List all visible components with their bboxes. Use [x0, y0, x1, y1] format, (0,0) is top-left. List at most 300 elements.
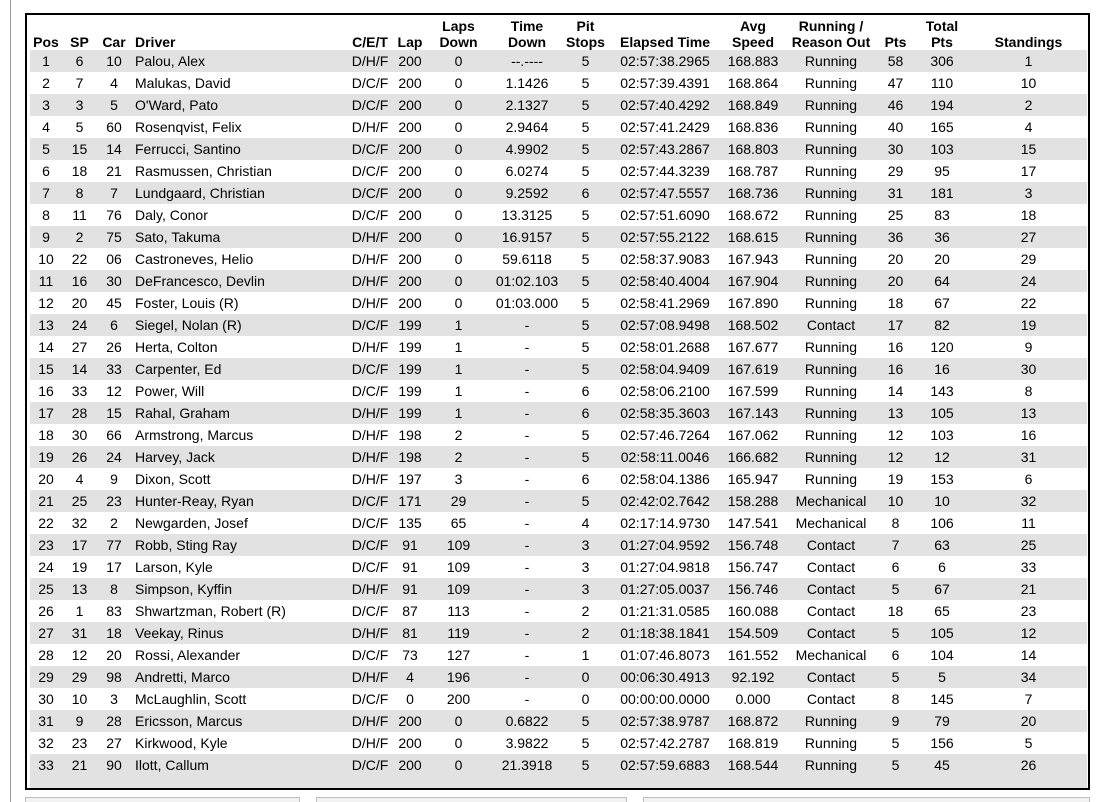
table-row[interactable]	[30, 72, 1087, 94]
cell-laps-down: 1	[454, 383, 463, 399]
cell-avg-speed: 168.787	[727, 163, 779, 179]
cell-lap: 200	[398, 713, 422, 729]
cell-car: 15	[106, 405, 122, 421]
header-lap[interactable]: Lap	[397, 34, 423, 50]
cell-total-pts: 5	[938, 669, 946, 685]
cell-pit-stops: 5	[581, 251, 590, 267]
cell-sp: 25	[71, 493, 88, 509]
header-pos[interactable]: Pos	[33, 34, 59, 50]
cell-lap: 199	[398, 405, 422, 421]
cell-laps-down: 0	[454, 273, 463, 289]
header-row	[30, 15, 1087, 50]
cell-driver: Rossi, Alexander	[135, 647, 241, 663]
cell-laps-down: 0	[454, 713, 463, 729]
cell-car: 18	[106, 625, 122, 641]
cell-sp: 4	[75, 471, 84, 487]
cell-sp: 19	[71, 559, 88, 575]
cell-standings: 6	[1024, 471, 1033, 487]
cell-pos: 14	[38, 339, 54, 355]
header-running-line2: Reason Out	[791, 34, 871, 50]
cell-driver: Siegel, Nolan (R)	[135, 317, 242, 333]
cell-total-pts: 83	[934, 207, 950, 223]
cell-elapsed-time: 02:58:11.0046	[620, 449, 710, 465]
table-row[interactable]	[30, 578, 1087, 600]
cell-pts: 40	[887, 119, 904, 135]
cell-pos: 25	[38, 581, 54, 597]
cell-standings: 16	[1020, 427, 1037, 443]
cell-pts: 31	[887, 185, 904, 201]
cell-laps-down: 0	[454, 163, 463, 179]
cell-sp: 13	[71, 581, 88, 597]
cell-pos: 22	[38, 515, 54, 531]
header-sp[interactable]: SP	[70, 34, 89, 50]
table-row[interactable]	[30, 490, 1087, 512]
cell-avg-speed: 168.849	[727, 97, 779, 113]
cell-car: 27	[106, 735, 122, 751]
cell-cet: D/C/F	[351, 603, 389, 619]
cell-time-down: -	[524, 625, 530, 641]
cell-avg-speed: 168.883	[727, 53, 779, 69]
cell-pit-stops: 5	[581, 493, 590, 509]
cell-avg-speed: 167.904	[727, 273, 779, 289]
table-row[interactable]	[30, 50, 1087, 72]
cell-cet: D/C/F	[351, 757, 389, 773]
table-row[interactable]	[30, 512, 1087, 534]
header-avg-speed-line2: Speed	[731, 34, 774, 50]
cell-total-pts: 110	[930, 75, 954, 91]
table-row[interactable]	[30, 644, 1087, 666]
table-row[interactable]	[30, 622, 1087, 644]
cell-driver: Rahal, Graham	[135, 405, 230, 421]
cell-pos: 24	[38, 559, 54, 575]
cell-running-reason: Contact	[806, 559, 856, 575]
cell-driver: Lundgaard, Christian	[135, 185, 265, 201]
header-running-line1: Running /	[798, 18, 864, 34]
cell-elapsed-time: 01:27:04.9592	[620, 537, 710, 553]
cell-time-down: -	[524, 559, 530, 575]
cell-avg-speed: 167.890	[727, 295, 779, 311]
cell-running-reason: Mechanical	[795, 515, 867, 531]
cell-sp: 12	[71, 647, 88, 663]
cell-running-reason: Mechanical	[795, 647, 867, 663]
cell-standings: 13	[1020, 405, 1037, 421]
cell-time-down: 0.6822	[505, 713, 549, 729]
cell-driver: Daly, Conor	[135, 207, 208, 223]
cell-avg-speed: 168.615	[727, 229, 779, 245]
cell-running-reason: Running	[804, 185, 858, 201]
table-row[interactable]	[30, 380, 1087, 402]
cell-total-pts: 79	[934, 713, 950, 729]
table-row[interactable]	[30, 182, 1087, 204]
cell-total-pts: 16	[934, 361, 950, 377]
cell-running-reason: Running	[804, 229, 858, 245]
cell-lap: 200	[398, 295, 422, 311]
table-row[interactable]	[30, 116, 1087, 138]
cell-cet: D/H/F	[351, 273, 389, 289]
cell-car: 9	[110, 471, 118, 487]
cell-standings: 5	[1024, 735, 1033, 751]
cell-pit-stops: 5	[581, 163, 590, 179]
cell-driver: Power, Will	[135, 383, 205, 399]
cell-standings: 18	[1020, 207, 1037, 223]
cell-standings: 12	[1020, 625, 1037, 641]
cell-car: 98	[106, 669, 122, 685]
cell-pos: 30	[38, 691, 54, 707]
cell-time-down: 1.1426	[505, 75, 549, 91]
cell-driver: Herta, Colton	[135, 339, 218, 355]
cell-cet: D/C/F	[351, 647, 389, 663]
header-running-reason[interactable]	[785, 15, 877, 50]
cell-avg-speed: 156.748	[727, 537, 779, 553]
cell-car: 14	[106, 141, 122, 157]
cell-laps-down: 0	[454, 757, 463, 773]
cell-running-reason: Running	[804, 295, 858, 311]
cell-avg-speed: 168.502	[727, 317, 779, 333]
cell-pos: 7	[42, 185, 50, 201]
cell-car: 28	[106, 713, 122, 729]
cell-car: 21	[106, 163, 122, 179]
cell-standings: 17	[1020, 163, 1037, 179]
header-cet[interactable]: C/E/T	[352, 34, 388, 50]
cell-car: 5	[110, 97, 118, 113]
cell-elapsed-time: 02:58:37.9083	[620, 251, 710, 267]
cell-time-down: 21.3918	[501, 757, 553, 773]
cell-pit-stops: 3	[581, 559, 590, 575]
cell-standings: 32	[1020, 493, 1037, 509]
cell-elapsed-time: 02:57:39.4391	[620, 75, 710, 91]
cell-running-reason: Running	[804, 339, 858, 355]
cell-elapsed-time: 02:57:51.6090	[620, 207, 710, 223]
header-pit-stops-line2: Stops	[566, 34, 605, 50]
cell-pit-stops: 5	[581, 273, 590, 289]
table-row[interactable]	[30, 314, 1087, 336]
cell-pos: 18	[38, 427, 54, 443]
cell-pos: 20	[38, 471, 54, 487]
cell-avg-speed: 167.943	[727, 251, 779, 267]
cell-car: 24	[106, 449, 122, 465]
cell-pit-stops: 5	[581, 757, 590, 773]
table-row[interactable]	[30, 204, 1087, 226]
cell-cet: D/H/F	[351, 339, 389, 355]
cell-lap: 199	[398, 317, 422, 333]
cell-elapsed-time: 02:57:43.2867	[620, 141, 710, 157]
cell-time-down: 2.9464	[505, 119, 549, 135]
cell-running-reason: Running	[804, 449, 858, 465]
cell-pts: 12	[887, 449, 904, 465]
cell-pos: 26	[38, 603, 54, 619]
cell-running-reason: Running	[804, 53, 858, 69]
cell-laps-down: 109	[446, 537, 471, 553]
header-avg-speed-line1: Avg	[740, 18, 766, 34]
table-row[interactable]	[30, 468, 1087, 490]
header-avg-speed[interactable]	[721, 15, 785, 50]
header-total-pts[interactable]	[914, 15, 970, 50]
table-row[interactable]	[30, 336, 1087, 358]
cell-running-reason: Running	[804, 119, 858, 135]
cell-running-reason: Running	[804, 251, 858, 267]
cell-standings: 23	[1020, 603, 1037, 619]
cell-time-down: -	[524, 603, 530, 619]
cell-pos: 13	[38, 317, 54, 333]
cell-running-reason: Running	[804, 471, 858, 487]
cell-avg-speed: 168.864	[727, 75, 779, 91]
table-row[interactable]	[30, 358, 1087, 380]
cell-total-pts: 10	[934, 493, 950, 509]
table-row[interactable]	[30, 292, 1087, 314]
cell-laps-down: 127	[446, 647, 471, 663]
table-row[interactable]	[30, 446, 1087, 468]
cell-car: 8	[110, 581, 118, 597]
cell-pit-stops: 5	[581, 361, 590, 377]
cell-pit-stops: 5	[581, 449, 590, 465]
cell-car: 20	[106, 647, 122, 663]
cell-total-pts: 45	[934, 757, 950, 773]
header-pit-stops-line1: Pit	[576, 18, 595, 34]
cell-car: 77	[106, 537, 122, 553]
cell-avg-speed: 92.192	[731, 669, 775, 685]
cell-running-reason: Running	[804, 207, 858, 223]
cell-pts: 6	[891, 647, 900, 663]
cell-driver: DeFrancesco, Devlin	[135, 273, 265, 289]
cell-time-down: 13.3125	[501, 207, 553, 223]
cell-total-pts: 64	[934, 273, 950, 289]
cell-elapsed-time: 01:18:38.1841	[620, 625, 710, 641]
cell-pit-stops: 2	[581, 603, 590, 619]
cell-pos: 5	[42, 141, 50, 157]
cell-total-pts: 145	[930, 691, 954, 707]
header-time-down[interactable]	[492, 15, 562, 50]
cell-car: 66	[106, 427, 122, 443]
cell-lap: 4	[406, 669, 414, 685]
cell-sp: 15	[71, 141, 88, 157]
cell-pos: 19	[38, 449, 54, 465]
cell-laps-down: 2	[454, 449, 463, 465]
cell-driver: Newgarden, Josef	[135, 515, 248, 531]
cell-standings: 22	[1020, 295, 1037, 311]
cell-cet: D/H/F	[351, 581, 389, 597]
cell-sp: 16	[71, 273, 88, 289]
cell-elapsed-time: 02:57:38.9787	[620, 713, 710, 729]
header-laps-down-line2: Down	[439, 34, 478, 50]
cell-driver: Harvey, Jack	[135, 449, 215, 465]
cell-avg-speed: 156.747	[727, 559, 779, 575]
table-row[interactable]	[30, 424, 1087, 446]
cell-running-reason: Running	[804, 427, 858, 443]
cell-running-reason: Running	[804, 273, 858, 289]
cell-cet: D/C/F	[351, 515, 389, 531]
header-pit-stops[interactable]	[562, 15, 609, 50]
cell-laps-down: 0	[454, 251, 463, 267]
cell-driver: Castroneves, Helio	[135, 251, 254, 267]
table-row[interactable]	[30, 688, 1087, 710]
cell-elapsed-time: 02:57:41.2429	[620, 119, 710, 135]
cell-time-down: --.----	[511, 53, 543, 69]
cell-time-down: -	[524, 317, 530, 333]
cell-lap: 91	[402, 559, 418, 575]
cell-car: 6	[110, 317, 118, 333]
cell-running-reason: Running	[804, 75, 858, 91]
cell-lap: 81	[402, 625, 418, 641]
cell-driver: Ferrucci, Santino	[135, 141, 241, 157]
table-row[interactable]	[30, 402, 1087, 424]
cell-car: 7	[110, 185, 118, 201]
cell-time-down: 59.6118	[502, 251, 552, 267]
cell-total-pts: 104	[930, 647, 954, 663]
cell-total-pts: 67	[934, 295, 950, 311]
header-standings[interactable]: Standings	[994, 34, 1063, 50]
cell-total-pts: 65	[934, 603, 950, 619]
cell-pts: 13	[887, 405, 904, 421]
cell-driver: Veekay, Rinus	[135, 625, 224, 641]
header-pts[interactable]: Pts	[884, 34, 907, 50]
cell-running-reason: Running	[804, 97, 858, 113]
cell-running-reason: Running	[804, 757, 858, 773]
cell-car: 17	[106, 559, 122, 575]
cell-sp: 33	[71, 383, 88, 399]
cell-pos: 28	[38, 647, 54, 663]
cell-car: 75	[106, 229, 122, 245]
cell-car: 12	[106, 383, 122, 399]
cell-avg-speed: 165.947	[727, 471, 779, 487]
table-row[interactable]	[30, 666, 1087, 688]
cell-cet: D/C/F	[351, 317, 389, 333]
header-laps-down[interactable]	[425, 15, 492, 50]
cell-avg-speed: 168.736	[727, 185, 779, 201]
table-row[interactable]	[30, 754, 1087, 776]
cell-pit-stops: 5	[581, 295, 590, 311]
table-row[interactable]	[30, 160, 1087, 182]
table-row[interactable]	[30, 732, 1087, 754]
table-row[interactable]	[30, 94, 1087, 116]
cell-running-reason: Running	[804, 383, 858, 399]
cell-cet: D/C/F	[351, 361, 389, 377]
cell-pts: 36	[887, 229, 904, 245]
race-results-table	[30, 15, 1087, 788]
cell-elapsed-time: 01:21:31.0585	[620, 603, 710, 619]
cell-pit-stops: 5	[581, 119, 590, 135]
table-row[interactable]	[30, 270, 1087, 292]
cell-total-pts: 103	[930, 427, 954, 443]
cell-driver: McLaughlin, Scott	[135, 691, 247, 707]
cell-pit-stops: 3	[581, 581, 590, 597]
cell-elapsed-time: 02:58:40.4004	[620, 273, 710, 289]
header-driver[interactable]: Driver	[135, 34, 176, 50]
cell-sp: 26	[71, 449, 88, 465]
cell-pts: 20	[887, 273, 904, 289]
cell-driver: Rasmussen, Christian	[135, 163, 272, 179]
cell-cet: D/H/F	[351, 119, 389, 135]
cell-avg-speed: 147.541	[727, 515, 779, 531]
table-row[interactable]	[30, 138, 1087, 160]
cell-avg-speed: 168.819	[727, 735, 779, 751]
cell-pit-stops: 5	[581, 713, 590, 729]
cell-total-pts: 67	[934, 581, 950, 597]
table-row[interactable]	[30, 226, 1087, 248]
cell-pit-stops: 5	[581, 207, 590, 223]
cell-time-down: -	[524, 361, 530, 377]
cell-avg-speed: 168.872	[727, 713, 779, 729]
cell-elapsed-time: 01:27:05.0037	[620, 581, 710, 597]
cell-lap: 200	[398, 97, 422, 113]
cell-lap: 200	[398, 273, 422, 289]
cell-car: 2	[110, 515, 118, 531]
cell-cet: D/H/F	[351, 735, 389, 751]
cell-elapsed-time: 02:17:14.9730	[620, 515, 710, 531]
cell-pit-stops: 6	[581, 471, 590, 487]
cell-driver: Hunter-Reay, Ryan	[135, 493, 254, 509]
cell-driver: Palou, Alex	[135, 53, 206, 69]
table-row[interactable]	[30, 248, 1087, 270]
cell-laps-down: 109	[446, 581, 471, 597]
cell-pit-stops: 1	[581, 647, 590, 663]
cell-pos: 27	[38, 625, 54, 641]
cell-total-pts: 103	[930, 141, 954, 157]
cell-elapsed-time: 01:27:04.9818	[620, 559, 710, 575]
cell-pts: 16	[887, 361, 904, 377]
table-row[interactable]	[30, 600, 1087, 622]
cell-standings: 7	[1024, 691, 1033, 707]
cell-sp: 1	[75, 603, 84, 619]
cell-pit-stops: 0	[581, 669, 590, 685]
table-row[interactable]	[30, 710, 1087, 732]
cell-standings: 2	[1024, 97, 1033, 113]
cell-cet: D/H/F	[351, 625, 389, 641]
table-row[interactable]	[30, 534, 1087, 556]
cell-sp: 17	[71, 537, 88, 553]
cell-total-pts: 82	[934, 317, 950, 333]
cell-sp: 24	[71, 317, 88, 333]
cell-pit-stops: 5	[581, 735, 590, 751]
cell-pts: 18	[887, 603, 904, 619]
cell-running-reason: Running	[804, 141, 858, 157]
cell-sp: 29	[71, 669, 88, 685]
cell-lap: 200	[398, 757, 422, 773]
cell-sp: 27	[71, 339, 88, 355]
bottom-panel-right	[643, 797, 1090, 802]
cell-elapsed-time: 02:57:44.3239	[620, 163, 710, 179]
header-elapsed-time[interactable]: Elapsed Time	[619, 34, 710, 50]
cell-sp: 8	[75, 185, 84, 201]
cell-laps-down: 200	[446, 691, 471, 707]
cell-car: 90	[106, 757, 122, 773]
cell-pit-stops: 5	[581, 317, 590, 333]
cell-standings: 19	[1020, 317, 1037, 333]
cell-pit-stops: 5	[581, 53, 590, 69]
cell-cet: D/C/F	[351, 691, 389, 707]
cell-time-down: 9.2592	[505, 185, 549, 201]
cell-running-reason: Running	[804, 713, 858, 729]
cell-cet: D/C/F	[351, 75, 389, 91]
header-car[interactable]: Car	[102, 34, 126, 50]
cell-lap: 199	[398, 339, 422, 355]
cell-time-down: 01:03.000	[495, 295, 559, 311]
cell-standings: 3	[1024, 185, 1033, 201]
cell-total-pts: 63	[934, 537, 950, 553]
cell-cet: D/H/F	[351, 471, 389, 487]
cell-running-reason: Mechanical	[795, 493, 867, 509]
cell-laps-down: 119	[447, 625, 470, 641]
cell-standings: 24	[1020, 273, 1037, 289]
cell-lap: 171	[398, 493, 422, 509]
header-laps-down-line1: Laps	[442, 18, 475, 34]
cell-car: 45	[106, 295, 122, 311]
table-row[interactable]	[30, 556, 1087, 578]
cell-total-pts: 20	[934, 251, 950, 267]
cell-elapsed-time: 02:58:35.3603	[620, 405, 710, 421]
cell-laps-down: 0	[454, 229, 463, 245]
cell-elapsed-time: 02:57:08.9498	[620, 317, 710, 333]
cell-pos: 16	[38, 383, 54, 399]
